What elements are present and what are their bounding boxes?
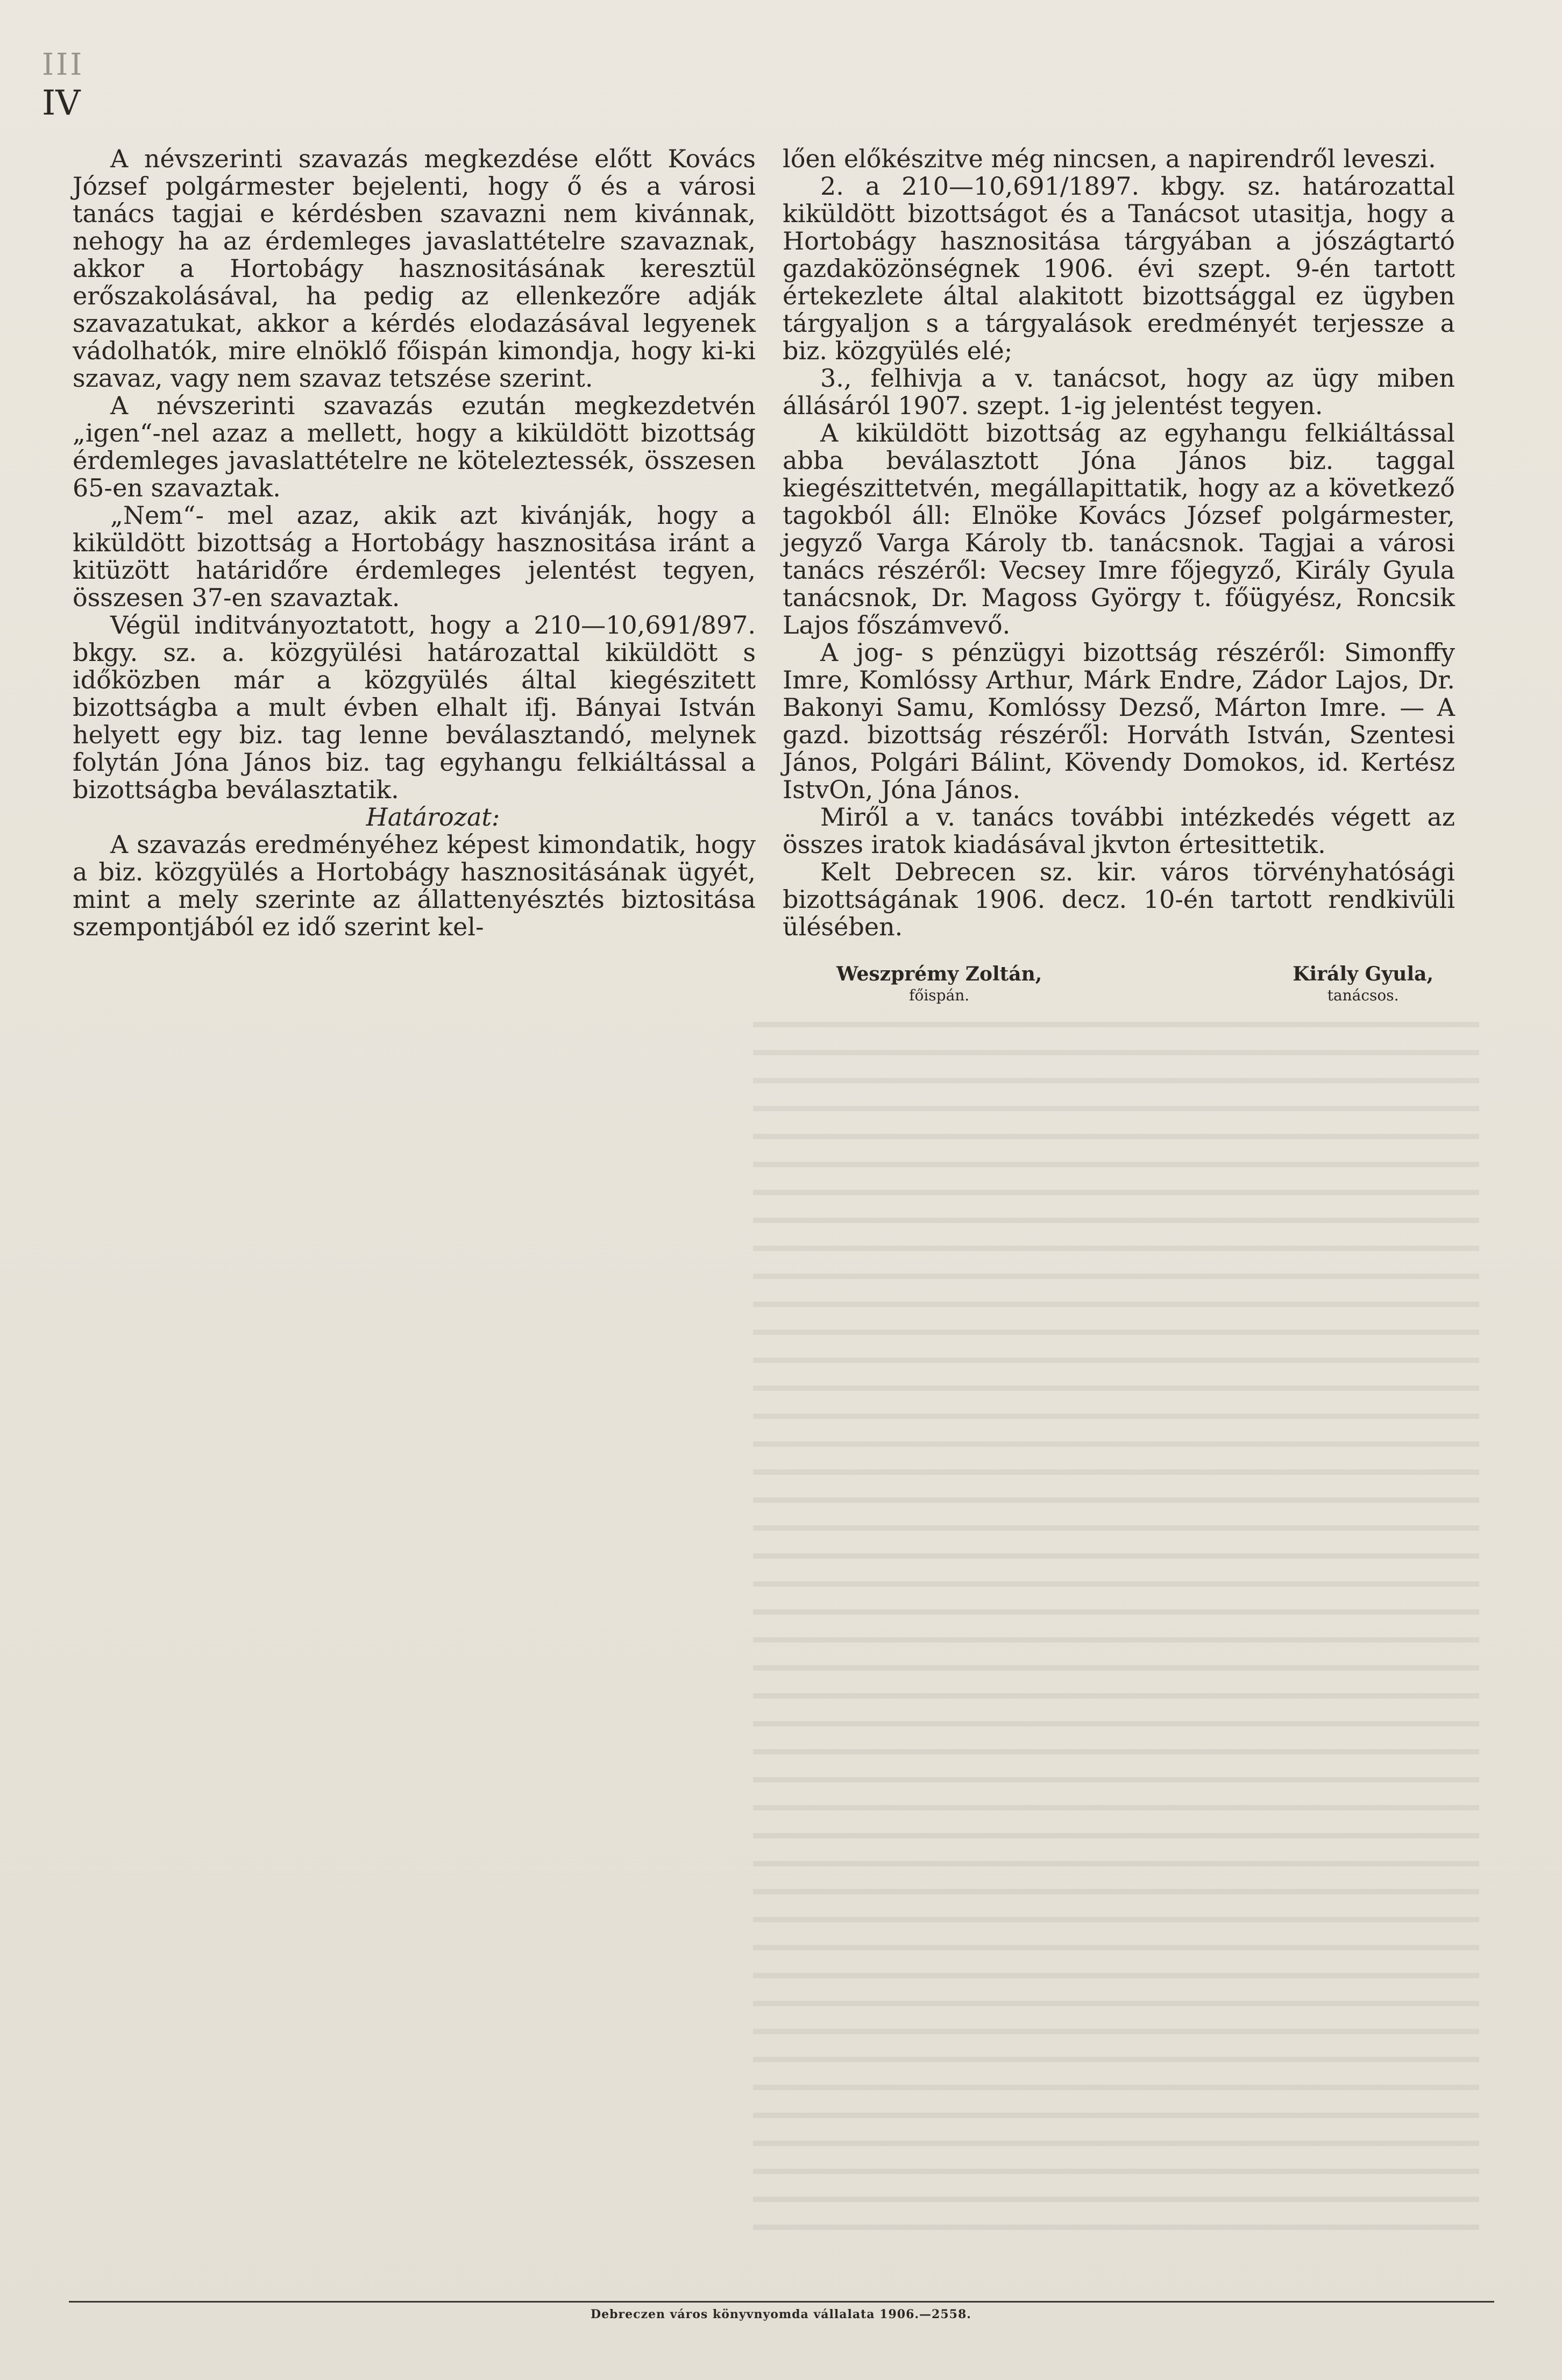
right-column	[783, 145, 1455, 1005]
section-heading: Határozat:	[366, 802, 500, 832]
footer-rule	[69, 2301, 1494, 2303]
paragraph: Végül inditványoztatott, hogy a 210—10,691/897. bkgy. sz. a. közgyülési határozattal kiküldött s időközben már a közgyülés által kiegészitett bizottságba a mult évben elhalt ifj. Bányai István helyett egy biz. tag lenne beválasztandó, melynek folytán Jóna János biz. tag egyhangu felkiáltással a bizottságba beválasztatik.	[73, 610, 756, 804]
page-number: IV	[42, 83, 81, 123]
signatory-title: tanácsos.	[1327, 986, 1399, 1004]
paragraph: Miről a v. tanács további intézkedés végett az összes iratok kiadásával jkvton értesittetik.	[783, 802, 1455, 859]
signatory-name: Weszprémy Zoltán,	[836, 963, 1042, 985]
paragraph: 2. a 210—10,691/1897. kbgy. sz. határozattal kiküldött bizottságot és a Tanácsot utasitja, hogy a Hortobágy hasznositása tárgyában a jószágtartó gazdaközönségnek 1906. évi szept. 9-én tartott értekezlete által alakitott bizottsággal ez ügyben tárgyaljon s a tárgyalások eredményét terjessze a biz. közgyülés elé;	[783, 172, 1455, 365]
paragraph: A névszerinti szavazás ezután megkezdetvén „igen“-nel azaz a mellett, hogy a kiküldött bizottság érdemleges javaslattételre ne köteleztessék, összesen 65-en szavaztak.	[73, 391, 756, 502]
left-column	[73, 145, 756, 941]
paragraph: 3., felhivja a v. tanácsot, hogy az ügy miben állásáról 1907. szept. 1-ig jelentést tegyen.	[783, 364, 1455, 420]
paragraph: A kiküldött bizottság az egyhangu felkiáltással abba beválasztott Jóna János biz. taggal kiegészittetvén, megállapittatik, hogy az a következő tagokból áll: Elnöke Kovács József polgármester, jegyző Varga Károly tb. tanácsnok. Tagjai a városi tanács részéről: Vecsey Imre főjegyző, Király Gyula tanácsnok, Dr. Magoss György t. főügyész, Roncsik Lajos főszámvevő.	[783, 418, 1455, 640]
paragraph: „Nem“- mel azaz, akik azt kivánják, hogy a kiküldött bizottság a Hortobágy hasznositása iránt a kitüzött határidőre érdemleges jelentést tegyen, összesen 37-en szavaztak.	[73, 501, 756, 612]
paragraph: A jog- s pénzügyi bizottság részéről: Simonffy Imre, Komlóssy Arthur, Márk Endre, Zádor Lajos, Dr. Bakonyi Samu, Komlóssy Dezső, Márton Imre. — A gazd. bizottság részéről: Horváth István, Szentesi János, Polgári Bálint, Kövendy Domokos, id. Kertész IstvOn, Jóna János.	[783, 638, 1455, 804]
corner-mark: III	[42, 47, 84, 82]
signatory-name: Király Gyula,	[1293, 963, 1433, 985]
paragraph: A névszerinti szavazás megkezdése előtt Kovács József polgármester bejelenti, hogy ő és a városi tanács tagjai e kérdésben szavazni nem kivánnak, nehogy ha az érdemleges javaslattételre szavaznak, akkor a Hortobágy hasznositásának keresztül erőszakolásával, ha pedig az ellenkezőre adják szavazatukat, akkor a kérdés elodazásával legyenek vádolhatók, mire elnöklő főispán kimondja, hogy ki-ki szavaz, vagy nem szavaz tetszése szerint.	[73, 144, 756, 393]
paragraph: A szavazás eredményéhez képest kimondatik, hogy a biz. közgyülés a Hortobágy hasznositásának ügyét, mint a mely szerinte az állattenyésztés biztositása szempontjából ez idő szerint kel-	[73, 830, 756, 941]
bleed-through-texture	[753, 1022, 1479, 2232]
signature-chairman	[836, 962, 1042, 1005]
paragraph: Kelt Debrecen sz. kir. város törvényhatósági bizottságának 1906. decz. 10-én tartott rendkivüli ülésében.	[783, 857, 1455, 941]
printer-imprint: Debreczen város könyvnyomda vállalata 1906.—2558.	[591, 2307, 971, 2321]
signatory-title: főispán.	[909, 986, 970, 1004]
signature-councillor	[1293, 962, 1433, 1005]
signature-block	[783, 962, 1455, 1005]
paragraph: lően előkészitve még nincsen, a napirendről leveszi.	[783, 144, 1436, 173]
